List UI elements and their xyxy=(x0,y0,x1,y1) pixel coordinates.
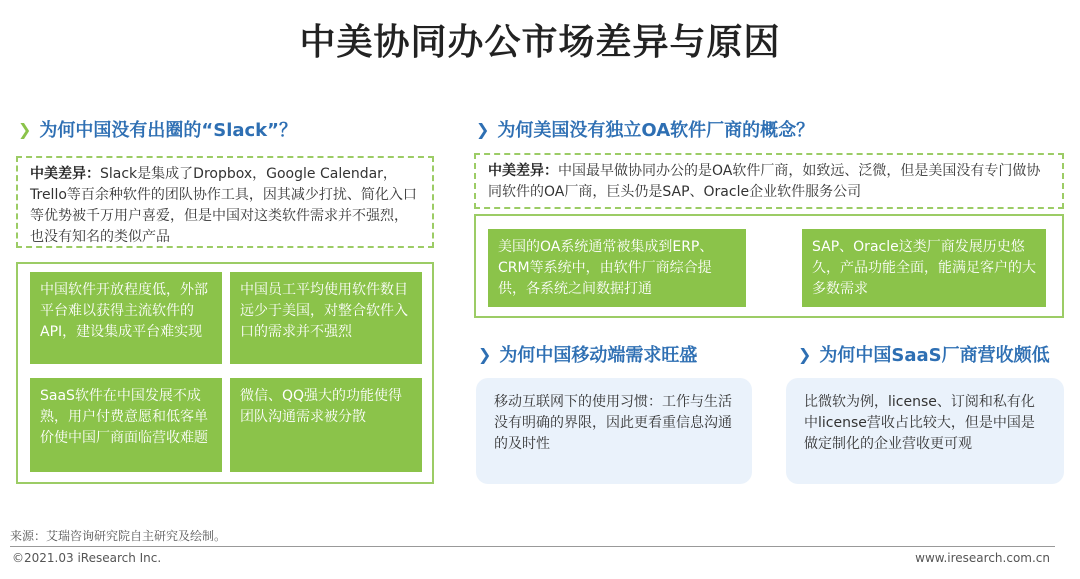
left-reason-cell: SaaS软件在中国发展不成熟，用户付费意愿和低客单价使中国厂商面临营收难题 xyxy=(30,378,222,472)
chevron-right-icon: ❯ xyxy=(478,344,492,364)
saas-reason-bubble: 比微软为例，license、订阅和私有化中license营收占比较大，但是中国是做定制化的企业营收更可观 xyxy=(786,378,1064,484)
left-reason-cell: 中国软件开放程度低，外部平台难以获得主流软件的API，建设集成平台难实现 xyxy=(30,272,222,364)
mobile-heading xyxy=(478,341,697,367)
right-diff-box xyxy=(474,153,1064,209)
chevron-right-icon: ❯ xyxy=(798,344,812,364)
mobile-heading-text: 为何中国移动端需求旺盛 xyxy=(499,345,698,366)
mobile-reason-bubble: 移动互联网下的使用习惯：工作与生活没有明确的界限，因此更看重信息沟通的及时性 xyxy=(476,378,752,484)
left-reason-cell: 微信、QQ强大的功能使得团队沟通需求被分散 xyxy=(230,378,422,472)
left-diff-label: 中美差异： xyxy=(30,166,100,182)
copyright: ©2021.03 iResearch Inc. xyxy=(12,551,162,565)
page-title: 中美协同办公市场差异与原因 xyxy=(299,22,781,63)
right-heading-text: 为何美国没有独立OA软件厂商的概念？ xyxy=(497,120,815,141)
left-diff-text: Slack是集成了Dropbox，Google Calendar，Trello等百余种软件的团队协作工具，因其减少打扰、简化入口等优势被千万用户喜爱，但是中国对这类软件需求并不强烈，也没有知名的类似产品 xyxy=(30,166,417,245)
left-diff-box xyxy=(16,156,434,248)
left-heading xyxy=(18,116,297,142)
source-note: 来源：艾瑞咨询研究院自主研究及绘制。 xyxy=(10,529,227,543)
chevron-right-icon: ❯ xyxy=(18,119,32,139)
saas-heading-text: 为何中国SaaS厂商营收颇低 xyxy=(819,345,1050,366)
right-reason-cell: SAP、Oracle这类厂商发展历史悠久，产品功能全面，能满足客户的大多数需求 xyxy=(802,229,1046,307)
chevron-right-icon: ❯ xyxy=(476,119,490,139)
right-reason-cell: 美国的OA系统通常被集成到ERP、CRM等系统中，由软件厂商综合提供，各系统之间数据打通 xyxy=(488,229,746,307)
footer-divider xyxy=(10,546,1055,547)
website-link[interactable]: www.iresearch.com.cn xyxy=(915,551,1050,565)
right-heading xyxy=(476,116,814,142)
saas-heading xyxy=(798,341,1050,367)
right-diff-text: 中国最早做协同办公的是OA软件厂商，如致远、泛微，但是美国没有专门做协同软件的OA厂商，巨头仍是SAP、Oracle企业软件服务公司 xyxy=(488,163,1041,200)
left-heading-text: 为何中国没有出圈的“Slack”？ xyxy=(39,120,297,141)
left-reason-cell: 中国员工平均使用软件数目远少于美国，对整合软件入口的需求并不强烈 xyxy=(230,272,422,364)
right-diff-label: 中美差异： xyxy=(488,163,558,179)
